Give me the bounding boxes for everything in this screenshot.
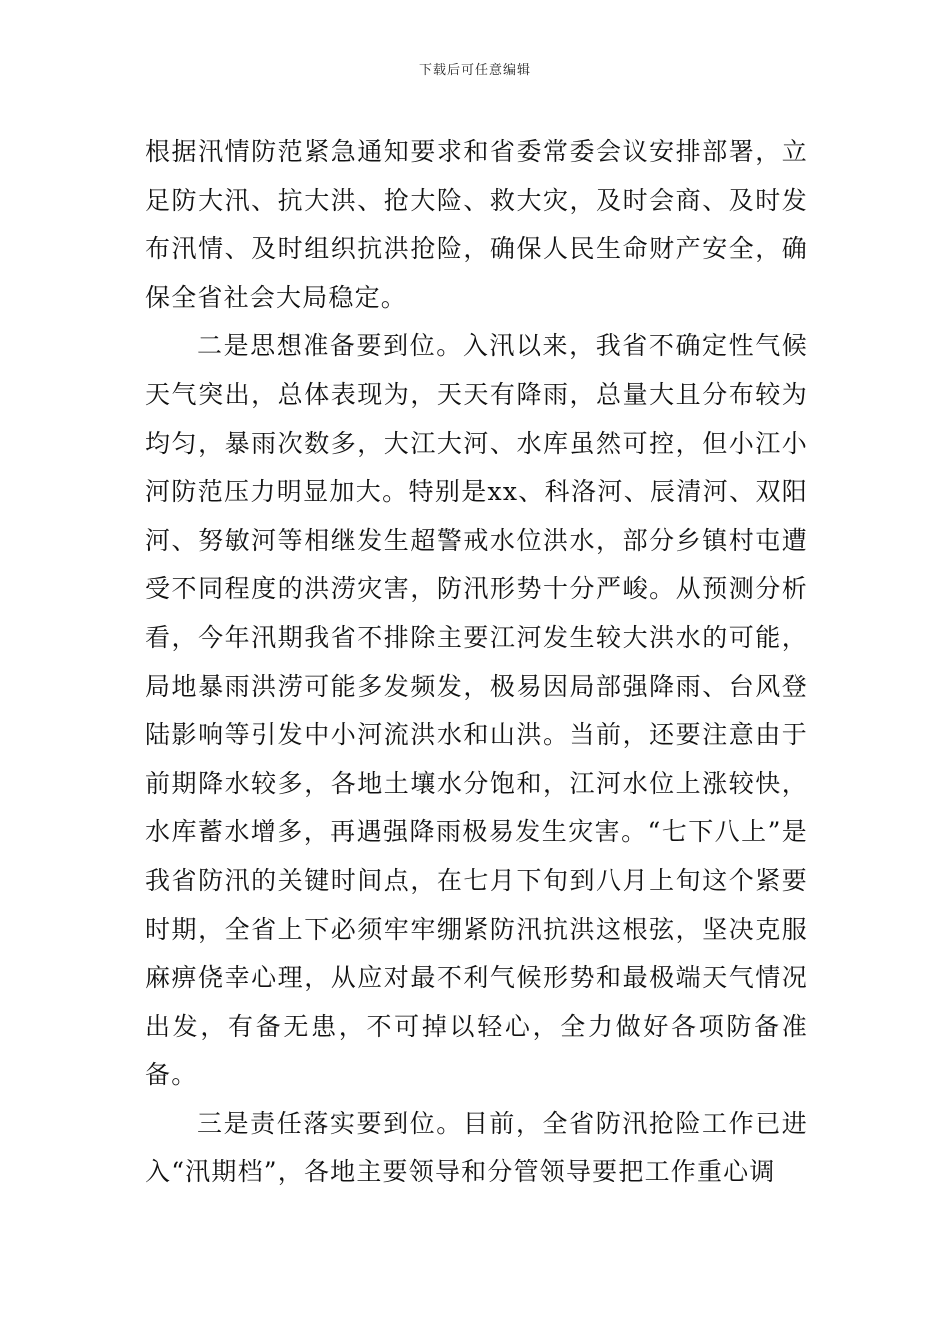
page-header: 下载后可任意编辑 <box>418 63 531 78</box>
paragraph-thought-preparation: 二是思想准备要到位。入汛以来，我省不确定性气候天气突出，总体表现为，天天有降雨，总量大且分布较为均匀，暴雨次数多，大江大河、水库虽然可控，但小江小河防范压力明显加大。特别是xx、科洛河、辰清河、双阳河、努敏河等相继发生超警戒水位洪水，部分乡镇村屯遭受不同程度的洪涝灾害，防汛形势十分严峻。从预测分析看，今年汛期我省不排除主要江河发生较大洪水的可能，局地暴雨洪涝可能多发频发，极易因局部强降雨、台风登陆影响等引发中小河流洪水和山洪。当前，还要注意由于前期降水较多，各地土壤水分饱和，江河水位上涨较快，水库蓄水增多，再遇强降雨极易发生灾害。“七下八上”是我省防汛的关键时间点，在七月下旬到八月上旬这个紧要时期，全省上下必须牢牢绷紧防汛抗洪这根弦，坚决克服麻痹侥幸心理，从应对最不利气候形势和最极端天气情况出发，有备无患，不可掉以轻心，全力做好各项防备准备。 <box>145 331 808 1090</box>
paragraph-responsibility: 三是责任落实要到位。目前，全省防汛抢险工作已进入“汛期档”，各地主要领导和分管领导要把工作重心调 <box>145 1108 808 1187</box>
paragraph-continuation: 根据汛情防范紧急通知要求和省委常委会议安排部署，立足防大汛、抗大洪、抢大险、救大灾，及时会商、及时发布汛情、及时组织抗洪抢险，确保人民生命财产安全，确保全省社会大局稳定。 <box>145 137 808 312</box>
document-body <box>145 128 808 1197</box>
